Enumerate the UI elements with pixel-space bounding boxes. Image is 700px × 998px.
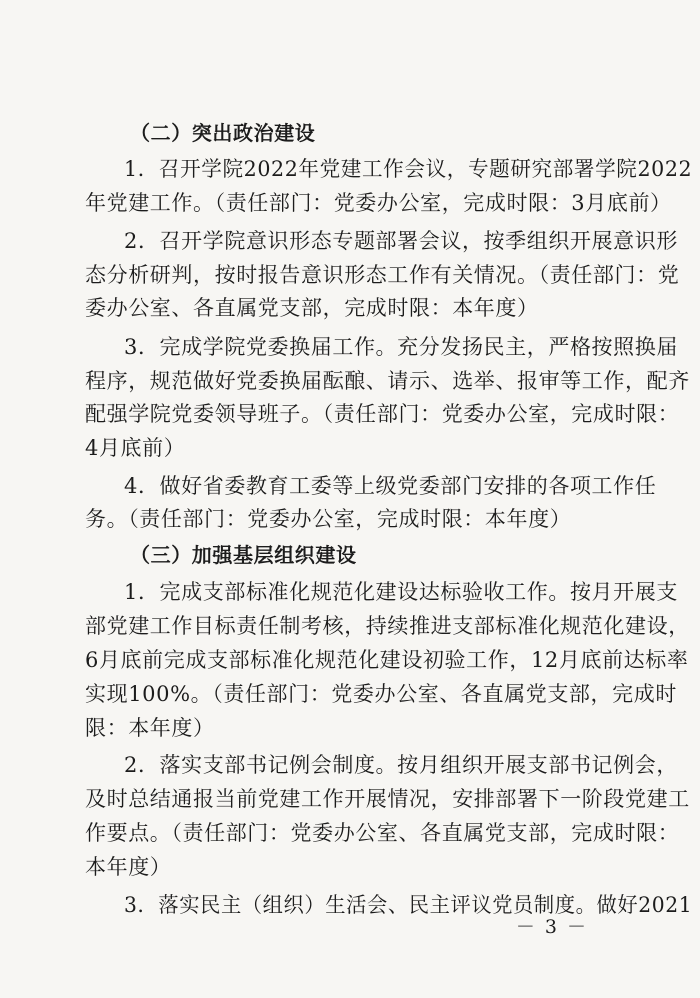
paragraph-line: 2．召开学院意识形态专题部署会议，按季组织开展意识形 bbox=[124, 229, 678, 253]
paragraph-line: 限：本年度） bbox=[85, 716, 215, 740]
paragraph-line: 本年度） bbox=[85, 855, 172, 879]
paragraph-line: 4．做好省委教育工委等上级党委部门安排的各项工作任 bbox=[124, 474, 657, 498]
section-heading-politics: （二）突出政治建设 bbox=[130, 121, 316, 145]
paragraph-line: 1．完成支部标准化规范化建设达标验收工作。按月开展支 bbox=[124, 580, 678, 604]
paragraph-line: 4月底前） bbox=[85, 436, 186, 460]
paragraph-line: 年党建工作。（责任部门：党委办公室，完成时限：3月底前） bbox=[85, 191, 672, 215]
paragraph-line: 程序，规范做好党委换届酝酿、请示、选举、报审等工作，配齐 bbox=[85, 369, 690, 393]
paragraph-line: 态分析研判，按时报告意识形态工作有关情况。（责任部门：党 bbox=[85, 263, 680, 287]
section-heading-organization: （三）加强基层组织建设 bbox=[130, 543, 357, 567]
paragraph-line: 2．落实支部书记例会制度。按月组织开展支部书记例会， bbox=[124, 753, 678, 777]
paragraph-line: 务。（责任部门：党委办公室，完成时限：本年度） bbox=[85, 507, 572, 531]
paragraph-line: 委办公室、各直属党支部，完成时限：本年度） bbox=[85, 296, 539, 320]
paragraph-line: 及时总结通报当前党建工作开展情况，安排部署下一阶段党建工 bbox=[85, 787, 690, 811]
paragraph-line: 3．落实民主（组织）生活会、民主评议党员制度。做好2021 bbox=[124, 893, 693, 917]
paragraph-line: 3．完成学院党委换届工作。充分发扬民主，严格按照换届 bbox=[124, 335, 678, 359]
paragraph-line: 6月底前完成支部标准化规范化建设初验工作，12月底前达标率 bbox=[85, 648, 689, 672]
paragraph-line: 1．召开学院2022年党建工作会议，专题研究部署学院2022 bbox=[124, 157, 693, 181]
paragraph-line: 配强学院党委领导班子。（责任部门：党委办公室，完成时限： bbox=[85, 402, 680, 426]
paragraph-line: 部党建工作目标责任制考核，持续推进支部标准化规范化建设， bbox=[85, 614, 690, 638]
paragraph-line: 实现100%。（责任部门：党委办公室、各直属党支部，完成时 bbox=[85, 682, 677, 706]
paragraph-line: 作要点。（责任部门：党委办公室、各直属党支部，完成时限： bbox=[85, 821, 680, 845]
page-number: － 3 － bbox=[515, 916, 588, 938]
